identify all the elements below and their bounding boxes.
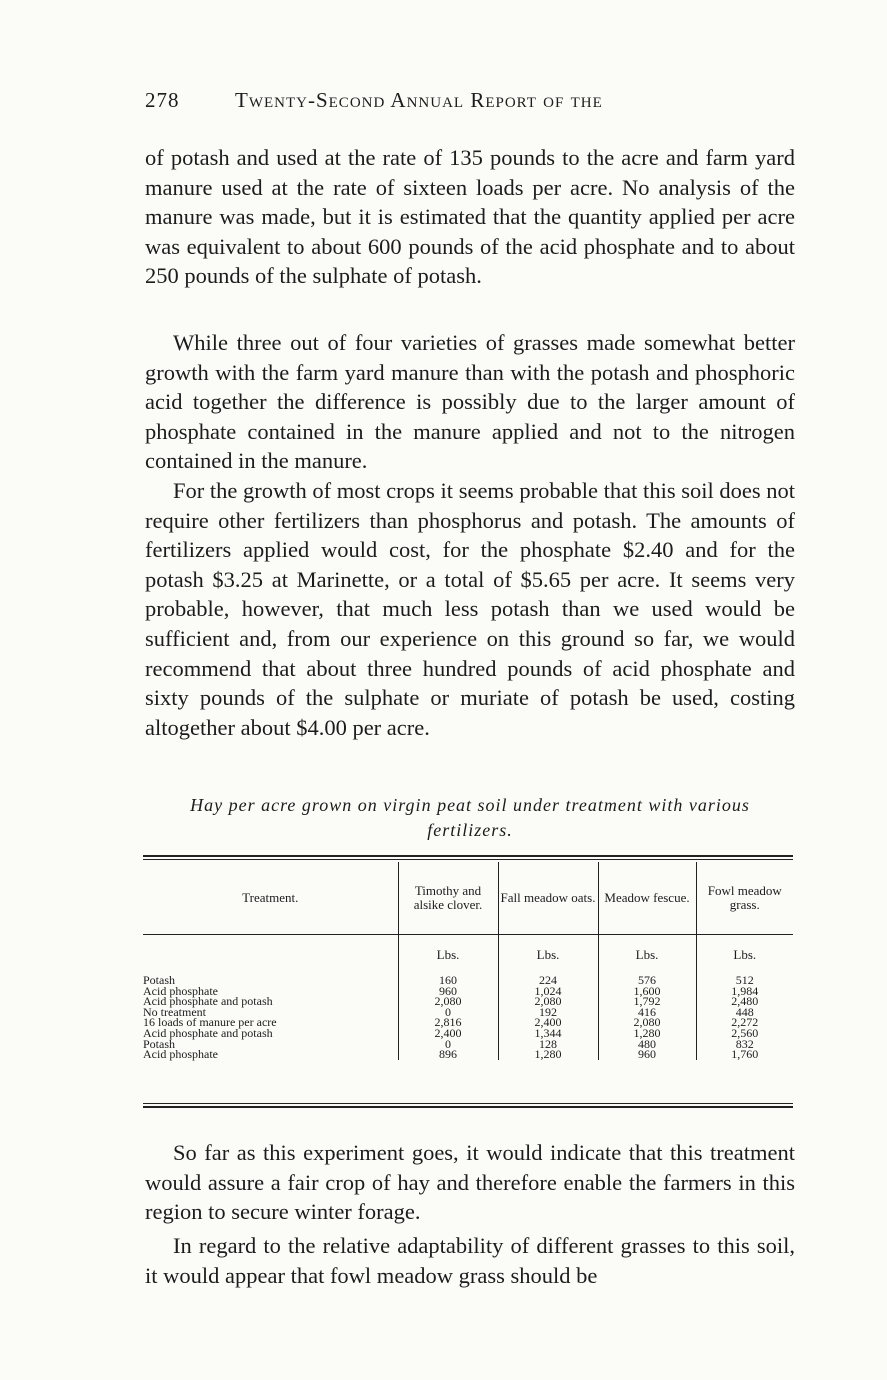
units-row bbox=[143, 935, 793, 976]
row-value: 1,984 bbox=[696, 986, 793, 997]
row-value: 2,816 bbox=[398, 1017, 498, 1028]
row-value: 1,344 bbox=[498, 1028, 598, 1039]
row-value: 1,280 bbox=[598, 1028, 696, 1039]
row-value: 832 bbox=[696, 1039, 793, 1050]
header-meadow-fescue: Meadow fescue. bbox=[598, 862, 696, 935]
row-value: 2,272 bbox=[696, 1017, 793, 1028]
row-value: 1,760 bbox=[696, 1049, 793, 1060]
row-value: 224 bbox=[498, 975, 598, 986]
row-value: 128 bbox=[498, 1039, 598, 1050]
paragraph-4: So far as this experiment goes, it would indicate that this treatment would assure a fair crop of hay and therefore enable the farmers in this region to secure winter forage. bbox=[145, 1140, 795, 1225]
row-treatment-label: Potash bbox=[143, 1036, 176, 1051]
table-row bbox=[143, 1049, 793, 1060]
row-value: 2,480 bbox=[696, 996, 793, 1007]
row-value: 480 bbox=[598, 1039, 696, 1050]
table-row bbox=[143, 1039, 793, 1050]
table-row bbox=[143, 996, 793, 1007]
row-value: 2,560 bbox=[696, 1028, 793, 1039]
table-row bbox=[143, 975, 793, 986]
row-value: 1,024 bbox=[498, 986, 598, 997]
unit-label: Lbs. bbox=[498, 935, 598, 976]
row-value: 2,080 bbox=[498, 996, 598, 1007]
row-value: 160 bbox=[398, 975, 498, 986]
row-treatment-label: 16 loads of manure per acre bbox=[143, 1015, 277, 1030]
row-treatment-label: Potash bbox=[143, 973, 176, 987]
row-value: 1,792 bbox=[598, 996, 696, 1007]
unit-label: Lbs. bbox=[598, 935, 696, 976]
page-header bbox=[145, 88, 795, 113]
table-bottom-rule bbox=[143, 1106, 793, 1108]
header-treatment: Treatment. bbox=[143, 862, 398, 935]
row-value: 576 bbox=[598, 975, 696, 986]
row-value: 0 bbox=[398, 1007, 498, 1018]
table-caption: Hay per acre grown on virgin peat soil under treatment with various fertilizers. bbox=[190, 795, 750, 840]
row-value: 960 bbox=[598, 1049, 696, 1060]
row-treatment-label: No treatment bbox=[143, 1004, 206, 1019]
row-value: 0 bbox=[398, 1039, 498, 1050]
table-bottom-rule-thin bbox=[143, 1103, 793, 1104]
table-row bbox=[143, 1028, 793, 1039]
paragraph-5: In regard to the relative adaptability of different grasses to this soil, it would appear that fowl meadow grass should be bbox=[145, 1233, 795, 1288]
unit-label: Lbs. bbox=[696, 935, 793, 976]
row-value: 2,400 bbox=[398, 1028, 498, 1039]
paragraph-2: While three out of four varieties of grasses made somewhat better growth with the farm yard manure than with the potash and phosphoric acid together the difference is possibly due to the larger amount of phosphate contained in the manure applied and not to the nitrogen contained in the manure. bbox=[145, 330, 795, 474]
row-treatment-label: Acid phosphate and potash bbox=[143, 994, 273, 1009]
paragraph-3: For the growth of most crops it seems probable that this soil does not require other fertilizers than phosphorus and potash. The amounts of fertilizers applied would cost, for the phosphate $2.40 and for the potash $3.25 at Marinette, or a total of $5.65 per acre. It seems very probable, however, that much less potash than we used would be sufficient and, from our experience on this ground so far, we would recommend that about three hundred pounds of acid phosphate and sixty pounds of the sulphate or muriate of potash be used, costing altogether about $4.00 per acre. bbox=[145, 478, 795, 740]
row-value: 192 bbox=[498, 1007, 598, 1018]
table-top-rule bbox=[143, 855, 793, 857]
paragraph-1: of potash and used at the rate of 135 pounds to the acre and farm yard manure used at the rate of sixteen loads per acre. No analysis of the manure was made, but it is estimated that the quantity applied per acre was equivalent to about 600 pounds of the acid phosphate and to about 250 pounds of the sulphate of potash. bbox=[145, 145, 795, 289]
row-value: 2,400 bbox=[498, 1017, 598, 1028]
hay-yield-table bbox=[143, 862, 793, 1060]
row-value: 960 bbox=[398, 986, 498, 997]
running-title: Twenty-Second Annual Report of the bbox=[235, 88, 603, 112]
row-value: 512 bbox=[696, 975, 793, 986]
header-fowl-meadow-grass: Fowl meadow grass. bbox=[696, 862, 793, 935]
row-value: 2,080 bbox=[598, 1017, 696, 1028]
row-treatment-label: Acid phosphate bbox=[143, 1047, 218, 1062]
table-header-row bbox=[143, 862, 793, 935]
row-treatment-label: Acid phosphate bbox=[143, 983, 218, 998]
page-number: 278 bbox=[145, 88, 180, 112]
unit-label: Lbs. bbox=[398, 935, 498, 976]
header-timothy: Timothy and alsike clover. bbox=[398, 862, 498, 935]
row-value: 448 bbox=[696, 1007, 793, 1018]
row-value: 1,280 bbox=[498, 1049, 598, 1060]
row-value: 2,080 bbox=[398, 996, 498, 1007]
row-treatment-label: Acid phosphate and potash bbox=[143, 1025, 273, 1040]
row-value: 896 bbox=[398, 1049, 498, 1060]
units-blank bbox=[143, 935, 398, 976]
row-value: 416 bbox=[598, 1007, 696, 1018]
header-fall-meadow-oats: Fall meadow oats. bbox=[498, 862, 598, 935]
row-value: 1,600 bbox=[598, 986, 696, 997]
table-top-rule-thin bbox=[143, 859, 793, 860]
